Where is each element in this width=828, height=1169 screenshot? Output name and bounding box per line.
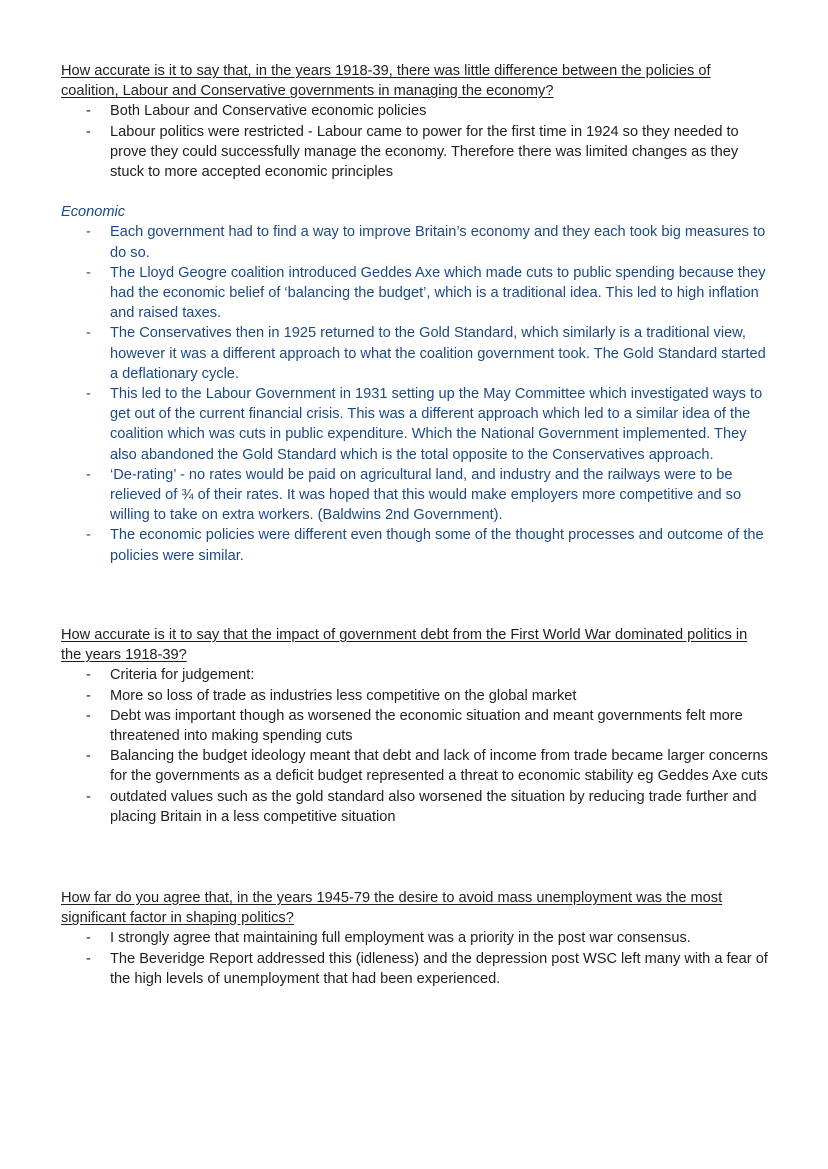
bullet-list [61, 101, 771, 182]
bullet-list [61, 665, 771, 827]
bullet-text: Debt was important though as worsened the economic situation and meant governments felt more threatened into making spending cuts [110, 707, 743, 745]
bullet-dash: - [86, 788, 91, 805]
bullet-item [61, 665, 771, 685]
bullet-dash: - [86, 707, 91, 724]
economic-bullet-list [61, 222, 771, 565]
question-section-3 [61, 888, 771, 989]
section-subheading: Economic [61, 204, 126, 221]
question-heading: How accurate is it to say that, in the years 1918-39, there was little difference between the policies of coalition, Labour and Conservative governments in managing the economy? [61, 63, 711, 100]
bullet-text: More so loss of trade as industries less competitive on the global market [110, 687, 577, 704]
bullet-dash: - [86, 123, 91, 140]
bullet-text: Criteria for judgement: [110, 667, 255, 684]
bullet-list [61, 928, 771, 989]
bullet-text: The economic policies were different even though some of the thought processes and outcome of the policies were similar. [110, 527, 764, 564]
bullet-text: The Beveridge Report addressed this (idleness) and the depression post WSC left many with a fear of the high levels of unemployment that had been experienced. [110, 950, 768, 987]
bullet-dash: - [86, 264, 91, 281]
bullet-dash: - [86, 466, 91, 483]
bullet-text: Balancing the budget ideology meant that debt and lack of income from trade became larger concerns for the governments as a deficit budget represented a threat to economic stability eg Geddes Axe cuts [110, 748, 768, 785]
bullet-item [61, 222, 771, 262]
bullet-dash: - [86, 748, 91, 765]
bullet-dash: - [86, 103, 91, 120]
bullet-text: This led to the Labour Government in 1931 setting up the May Committee which investigated ways to get out of the current financial crisis. This was a different approach which led to a similar idea of the coalition which was cuts in public expenditure. Which the National Government implemented. They also abandoned the Gold Standard which is the total opposite to the Conservatives approach. [110, 386, 763, 463]
bullet-text: outdated values such as the gold standard also worsened the situation by reducing trade further and placing Britain in a less competitive situation [110, 788, 757, 825]
bullet-item [61, 101, 771, 121]
bullet-dash: - [86, 667, 91, 684]
bullet-dash: - [86, 527, 91, 544]
question-section-1 [61, 61, 771, 566]
bullet-dash: - [86, 687, 91, 704]
bullet-text: Labour politics were restricted - Labour came to power for the first time in 1924 so they needed to prove they could successfully manage the economy. Therefore there was limited changes as they stuck to more accepted economic principles [110, 123, 739, 181]
bullet-item [61, 323, 771, 384]
bullet-dash: - [86, 950, 91, 967]
bullet-dash: - [86, 224, 91, 241]
bullet-item [61, 384, 771, 465]
bullet-item [61, 465, 771, 526]
bullet-item [61, 746, 771, 786]
bullet-dash: - [86, 930, 91, 947]
bullet-item [61, 949, 771, 989]
bullet-text: The Conservatives then in 1925 returned to the Gold Standard, which similarly is a traditional view, however it was a different approach to what the coalition government took. The Gold Standard started a deflationary cycle. [110, 325, 766, 382]
bullet-text: I strongly agree that maintaining full employment was a priority in the post war consensus. [110, 930, 691, 947]
question-section-2 [61, 625, 771, 827]
bullet-item [61, 263, 771, 324]
bullet-item [61, 122, 771, 183]
bullet-dash: - [86, 386, 91, 403]
bullet-text: ‘De-rating’ - no rates would be paid on agricultural land, and industry and the railways were to be relieved of ¾ of their rates. It was hoped that this would make employers more competitive and so willing to take on extra workers. (Baldwins 2nd Government). [110, 466, 742, 524]
bullet-text: Each government had to find a way to improve Britain’s economy and they each took big measures to do so. [110, 224, 766, 261]
bullet-text: Both Labour and Conservative economic policies [110, 103, 427, 120]
question-heading: How far do you agree that, in the years 1945-79 the desire to avoid mass unemployment was the most significant factor in shaping politics? [61, 890, 723, 927]
bullet-item [61, 787, 771, 827]
bullet-dash: - [86, 325, 91, 342]
bullet-item [61, 928, 771, 948]
bullet-item [61, 686, 771, 706]
question-heading: How accurate is it to say that the impact of government debt from the First World War dominated politics in the years 1918-39? [61, 627, 748, 664]
bullet-item [61, 525, 771, 565]
bullet-text: The Lloyd Geogre coalition introduced Geddes Axe which made cuts to public spending because they had the economic belief of ‘balancing the budget’, which is a traditional idea. This led to high inflation and raised taxes. [110, 264, 766, 322]
bullet-item [61, 706, 771, 746]
